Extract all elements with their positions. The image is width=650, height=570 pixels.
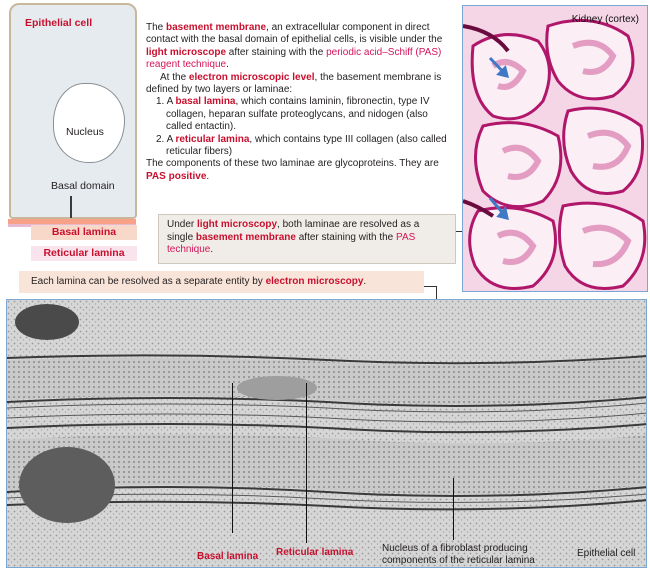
reticular-lamina-pointer — [306, 383, 307, 543]
kidney-micrograph — [462, 5, 648, 292]
text: , both laminae are resolved as a single — [167, 219, 420, 243]
basal-lamina-pointer — [232, 383, 233, 533]
term-basement-membrane: basement membrane — [166, 22, 267, 33]
list-item-basal-lamina — [146, 96, 456, 133]
electron-micrograph — [6, 299, 647, 568]
term-light-microscope: light microscope — [146, 46, 227, 58]
em-label-reticular-lamina: Reticular lamina — [276, 547, 354, 558]
text: Each lamina can be resolved as a separate entity by — [31, 276, 266, 287]
nucleus-label: Nucleus — [66, 126, 104, 138]
callout-connector — [424, 286, 436, 287]
paragraph-basement-membrane — [146, 22, 456, 72]
em-label-fibroblast-nucleus-line2: components of the reticular lamina — [382, 555, 535, 566]
term-pas-technique: PAS technique — [167, 231, 416, 255]
text: after staining with the — [295, 231, 397, 243]
basal-domain-label: Basal domain — [51, 180, 115, 192]
diagram-title: Epithelial cell — [25, 17, 93, 29]
text: , an extracellular component in direct contact with the basal domain of epithelial cells, is visible under the — [146, 22, 443, 46]
term-electron-microscopic-level: electron microscopic level — [188, 71, 315, 83]
em-label-basal-lamina: Basal lamina — [197, 551, 259, 562]
text: The — [146, 22, 167, 33]
light-microscopy-callout — [158, 214, 456, 264]
em-image — [7, 300, 647, 568]
electron-microscopy-callout — [19, 271, 424, 293]
text: . — [210, 244, 214, 255]
term-basal-lamina: basal lamina — [175, 96, 236, 108]
term-reticular-lamina: reticular lamina — [175, 133, 250, 145]
text: , which contains laminin, fibronectin, type IV collagen, heparan sulfate proteoglycans, and nidogen (also called entactin). — [166, 96, 430, 133]
text: At the — [160, 71, 189, 83]
text: , the basement membrane is defined by two layers or laminae: — [146, 71, 442, 96]
text: . — [226, 59, 229, 71]
term-light-microscopy: light microscopy — [197, 219, 278, 230]
text: after staining with the — [226, 46, 327, 58]
paragraph-electron-level — [146, 72, 456, 97]
text: 1. A — [156, 96, 176, 108]
kidney-label: Kidney (cortex) — [571, 14, 639, 25]
list-item-reticular-lamina — [146, 134, 456, 159]
basal-lamina-tag: Basal lamina — [31, 225, 137, 240]
text: 2. A — [156, 133, 176, 145]
main-description — [146, 22, 456, 183]
text: , which contains type III collagen (also called reticular fibers) — [166, 133, 447, 158]
term-pas-technique: periodic acid–Schiff (PAS) reagent technique — [146, 46, 442, 71]
term-pas-positive: PAS positive — [146, 170, 207, 182]
text: . — [206, 170, 210, 182]
em-label-epithelial-cell: Epithelial cell — [577, 548, 636, 559]
text: Under — [167, 219, 198, 230]
text: . — [363, 276, 367, 287]
basal-domain-pointer — [70, 196, 72, 218]
fibroblast-nucleus-pointer — [453, 478, 454, 540]
term-basement-membrane: basement membrane — [195, 231, 296, 243]
callout-connector — [436, 286, 437, 300]
em-label-fibroblast-nucleus-line1: Nucleus of a fibroblast producing — [382, 543, 528, 554]
epithelial-cell-diagram — [9, 3, 137, 219]
paragraph-glycoproteins — [146, 158, 456, 183]
reticular-lamina-tag: Reticular lamina — [31, 246, 137, 261]
text: The components of these two laminae are glycoproteins. They are — [146, 158, 439, 170]
nucleus-shape — [53, 83, 125, 163]
kidney-pas-stain-image — [463, 6, 648, 292]
term-electron-microscopy: electron microscopy — [265, 276, 364, 287]
